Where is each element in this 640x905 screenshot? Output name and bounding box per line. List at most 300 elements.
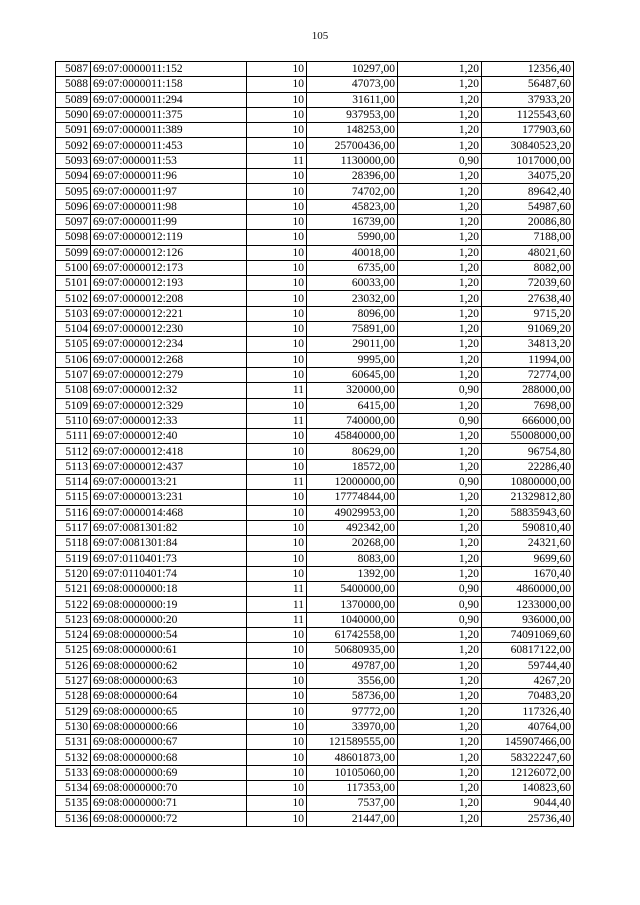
row-number-cell: 5124 [56, 627, 91, 642]
row-number-cell: 5097 [56, 214, 91, 229]
result-value-cell: 1670,40 [482, 566, 574, 581]
cadastral-number-cell: 69:07:0000011:294 [91, 92, 247, 107]
table-row [56, 719, 574, 734]
table-row [56, 429, 574, 444]
result-value-cell: 10800000,00 [482, 475, 574, 490]
row-number-cell: 5099 [56, 245, 91, 260]
table-row [56, 92, 574, 107]
group-code-cell: 10 [247, 92, 307, 107]
result-value-cell: 59744,40 [482, 658, 574, 673]
group-code-cell: 10 [247, 429, 307, 444]
result-value-cell: 54987,60 [482, 199, 574, 214]
coefficient-cell: 0,90 [398, 153, 482, 168]
group-code-cell: 10 [247, 77, 307, 92]
result-value-cell: 96754,80 [482, 444, 574, 459]
row-number-cell: 5087 [56, 62, 91, 77]
table-row [56, 214, 574, 229]
result-value-cell: 4267,20 [482, 673, 574, 688]
result-value-cell: 30840523,20 [482, 138, 574, 153]
coefficient-cell: 1,20 [398, 536, 482, 551]
row-number-cell: 5121 [56, 582, 91, 597]
row-number-cell: 5123 [56, 612, 91, 627]
table-row [56, 245, 574, 260]
group-code-cell: 11 [247, 383, 307, 398]
group-code-cell: 10 [247, 643, 307, 658]
row-number-cell: 5118 [56, 536, 91, 551]
coefficient-cell: 1,20 [398, 796, 482, 811]
coefficient-cell: 1,20 [398, 429, 482, 444]
coefficient-cell: 1,20 [398, 92, 482, 107]
group-code-cell: 11 [247, 597, 307, 612]
cadastral-number-cell: 69:07:0000012:40 [91, 429, 247, 444]
value-cell: 10105060,00 [307, 765, 398, 780]
table-row [56, 291, 574, 306]
coefficient-cell: 1,20 [398, 62, 482, 77]
group-code-cell: 10 [247, 306, 307, 321]
cadastral-number-cell: 69:07:0000012:119 [91, 230, 247, 245]
table-row [56, 811, 574, 826]
value-cell: 16739,00 [307, 214, 398, 229]
coefficient-cell: 1,20 [398, 107, 482, 122]
group-code-cell: 10 [247, 444, 307, 459]
result-value-cell: 936000,00 [482, 612, 574, 627]
table-row [56, 735, 574, 750]
result-value-cell: 27638,40 [482, 291, 574, 306]
value-cell: 1392,00 [307, 566, 398, 581]
cadastral-number-cell: 69:07:0000012:437 [91, 459, 247, 474]
group-code-cell: 10 [247, 169, 307, 184]
value-cell: 5400000,00 [307, 582, 398, 597]
coefficient-cell: 1,20 [398, 750, 482, 765]
coefficient-cell: 1,20 [398, 765, 482, 780]
coefficient-cell: 0,90 [398, 597, 482, 612]
cadastral-number-cell: 69:07:0000013:21 [91, 475, 247, 490]
cadastral-number-cell: 69:07:0000012:32 [91, 383, 247, 398]
table-row [56, 413, 574, 428]
value-cell: 1370000,00 [307, 597, 398, 612]
cadastral-number-cell: 69:08:0000000:66 [91, 719, 247, 734]
result-value-cell: 34075,20 [482, 169, 574, 184]
group-code-cell: 10 [247, 199, 307, 214]
row-number-cell: 5109 [56, 398, 91, 413]
row-number-cell: 5132 [56, 750, 91, 765]
cadastral-number-cell: 69:08:0000000:71 [91, 796, 247, 811]
table-row [56, 505, 574, 520]
table-row [56, 123, 574, 138]
result-value-cell: 177903,60 [482, 123, 574, 138]
coefficient-cell: 1,20 [398, 505, 482, 520]
value-cell: 74702,00 [307, 184, 398, 199]
cadastral-number-cell: 69:07:0000011:97 [91, 184, 247, 199]
value-cell: 45823,00 [307, 199, 398, 214]
result-value-cell: 21329812,80 [482, 490, 574, 505]
cadastral-number-cell: 69:08:0000000:54 [91, 627, 247, 642]
value-cell: 29011,00 [307, 337, 398, 352]
cadastral-number-cell: 69:07:0000011:453 [91, 138, 247, 153]
coefficient-cell: 1,20 [398, 689, 482, 704]
row-number-cell: 5125 [56, 643, 91, 658]
row-number-cell: 5131 [56, 735, 91, 750]
group-code-cell: 10 [247, 704, 307, 719]
row-number-cell: 5135 [56, 796, 91, 811]
coefficient-cell: 1,20 [398, 245, 482, 260]
table-row [56, 62, 574, 77]
value-cell: 58736,00 [307, 689, 398, 704]
value-cell: 80629,00 [307, 444, 398, 459]
group-code-cell: 10 [247, 138, 307, 153]
table-row [56, 138, 574, 153]
cadastral-number-cell: 69:07:0000012:126 [91, 245, 247, 260]
cadastral-number-cell: 69:07:0000011:53 [91, 153, 247, 168]
value-cell: 25700436,00 [307, 138, 398, 153]
result-value-cell: 60817122,00 [482, 643, 574, 658]
coefficient-cell: 1,20 [398, 169, 482, 184]
result-value-cell: 24321,60 [482, 536, 574, 551]
group-code-cell: 10 [247, 750, 307, 765]
cadastral-number-cell: 69:07:0000011:96 [91, 169, 247, 184]
coefficient-cell: 0,90 [398, 383, 482, 398]
cadastral-number-cell: 69:07:0000012:234 [91, 337, 247, 352]
table-row [56, 306, 574, 321]
table-row [56, 582, 574, 597]
value-cell: 20268,00 [307, 536, 398, 551]
coefficient-cell: 1,20 [398, 214, 482, 229]
table-row [56, 383, 574, 398]
value-cell: 6735,00 [307, 260, 398, 275]
value-cell: 6415,00 [307, 398, 398, 413]
row-number-cell: 5117 [56, 520, 91, 535]
group-code-cell: 10 [247, 260, 307, 275]
row-number-cell: 5120 [56, 566, 91, 581]
group-code-cell: 10 [247, 765, 307, 780]
coefficient-cell: 1,20 [398, 658, 482, 673]
value-cell: 97772,00 [307, 704, 398, 719]
cadastral-number-cell: 69:08:0000000:63 [91, 673, 247, 688]
group-code-cell: 10 [247, 459, 307, 474]
value-cell: 18572,00 [307, 459, 398, 474]
cadastral-number-cell: 69:08:0000000:70 [91, 780, 247, 795]
coefficient-cell: 1,20 [398, 444, 482, 459]
result-value-cell: 9715,20 [482, 306, 574, 321]
group-code-cell: 10 [247, 735, 307, 750]
row-number-cell: 5133 [56, 765, 91, 780]
result-value-cell: 22286,40 [482, 459, 574, 474]
coefficient-cell: 1,20 [398, 123, 482, 138]
row-number-cell: 5093 [56, 153, 91, 168]
row-number-cell: 5092 [56, 138, 91, 153]
cadastral-number-cell: 69:08:0000000:20 [91, 612, 247, 627]
value-cell: 320000,00 [307, 383, 398, 398]
coefficient-cell: 1,20 [398, 230, 482, 245]
value-cell: 28396,00 [307, 169, 398, 184]
row-number-cell: 5088 [56, 77, 91, 92]
cadastral-number-cell: 69:08:0000000:72 [91, 811, 247, 826]
table-row [56, 566, 574, 581]
result-value-cell: 8082,00 [482, 260, 574, 275]
coefficient-cell: 1,20 [398, 398, 482, 413]
result-value-cell: 58322247,60 [482, 750, 574, 765]
cadastral-number-cell: 69:08:0000000:64 [91, 689, 247, 704]
table-row [56, 475, 574, 490]
row-number-cell: 5104 [56, 322, 91, 337]
result-value-cell: 70483,20 [482, 689, 574, 704]
value-cell: 33970,00 [307, 719, 398, 734]
table-row [56, 520, 574, 535]
coefficient-cell: 0,90 [398, 582, 482, 597]
cadastral-number-cell: 69:07:0000013:231 [91, 490, 247, 505]
row-number-cell: 5107 [56, 367, 91, 382]
row-number-cell: 5130 [56, 719, 91, 734]
result-value-cell: 9699,60 [482, 551, 574, 566]
result-value-cell: 590810,40 [482, 520, 574, 535]
group-code-cell: 10 [247, 322, 307, 337]
table-row [56, 643, 574, 658]
group-code-cell: 10 [247, 245, 307, 260]
table-row [56, 322, 574, 337]
row-number-cell: 5122 [56, 597, 91, 612]
result-value-cell: 666000,00 [482, 413, 574, 428]
table-row [56, 673, 574, 688]
group-code-cell: 10 [247, 780, 307, 795]
coefficient-cell: 1,20 [398, 551, 482, 566]
result-value-cell: 9044,40 [482, 796, 574, 811]
row-number-cell: 5105 [56, 337, 91, 352]
coefficient-cell: 1,20 [398, 322, 482, 337]
coefficient-cell: 1,20 [398, 735, 482, 750]
result-value-cell: 20086,80 [482, 214, 574, 229]
coefficient-cell: 1,20 [398, 627, 482, 642]
coefficient-cell: 1,20 [398, 276, 482, 291]
row-number-cell: 5106 [56, 352, 91, 367]
cadastral-number-cell: 69:07:0000012:418 [91, 444, 247, 459]
group-code-cell: 10 [247, 62, 307, 77]
cadastral-number-cell: 69:07:0110401:74 [91, 566, 247, 581]
cadastral-number-cell: 69:07:0000011:152 [91, 62, 247, 77]
result-value-cell: 7698,00 [482, 398, 574, 413]
cadastral-number-cell: 69:07:0081301:82 [91, 520, 247, 535]
group-code-cell: 10 [247, 719, 307, 734]
group-code-cell: 10 [247, 367, 307, 382]
row-number-cell: 5128 [56, 689, 91, 704]
row-number-cell: 5134 [56, 780, 91, 795]
cadastral-number-cell: 69:07:0000012:279 [91, 367, 247, 382]
row-number-cell: 5129 [56, 704, 91, 719]
group-code-cell: 10 [247, 811, 307, 826]
result-value-cell: 56487,60 [482, 77, 574, 92]
value-cell: 49029953,00 [307, 505, 398, 520]
table-row [56, 230, 574, 245]
group-code-cell: 10 [247, 689, 307, 704]
table-row [56, 551, 574, 566]
coefficient-cell: 1,20 [398, 643, 482, 658]
value-cell: 492342,00 [307, 520, 398, 535]
result-value-cell: 34813,20 [482, 337, 574, 352]
group-code-cell: 10 [247, 398, 307, 413]
group-code-cell: 10 [247, 352, 307, 367]
row-number-cell: 5108 [56, 383, 91, 398]
value-cell: 148253,00 [307, 123, 398, 138]
table-row [56, 107, 574, 122]
value-cell: 21447,00 [307, 811, 398, 826]
value-cell: 12000000,00 [307, 475, 398, 490]
coefficient-cell: 1,20 [398, 566, 482, 581]
cadastral-number-cell: 69:07:0000012:208 [91, 291, 247, 306]
table-row [56, 765, 574, 780]
cadastral-number-cell: 69:07:0000012:221 [91, 306, 247, 321]
value-cell: 8083,00 [307, 551, 398, 566]
table-row [56, 612, 574, 627]
cadastral-number-cell: 69:07:0000011:158 [91, 77, 247, 92]
group-code-cell: 11 [247, 475, 307, 490]
table-row [56, 260, 574, 275]
table-row [56, 536, 574, 551]
group-code-cell: 10 [247, 520, 307, 535]
coefficient-cell: 1,20 [398, 520, 482, 535]
cadastral-number-cell: 69:07:0000012:33 [91, 413, 247, 428]
row-number-cell: 5089 [56, 92, 91, 107]
table-row [56, 199, 574, 214]
row-number-cell: 5103 [56, 306, 91, 321]
cadastral-number-cell: 69:08:0000000:61 [91, 643, 247, 658]
table-row [56, 77, 574, 92]
coefficient-cell: 1,20 [398, 306, 482, 321]
cadastral-number-cell: 69:08:0000000:65 [91, 704, 247, 719]
table-row [56, 337, 574, 352]
result-value-cell: 55008000,00 [482, 429, 574, 444]
row-number-cell: 5100 [56, 260, 91, 275]
row-number-cell: 5119 [56, 551, 91, 566]
result-value-cell: 140823,60 [482, 780, 574, 795]
result-value-cell: 12126072,00 [482, 765, 574, 780]
row-number-cell: 5111 [56, 429, 91, 444]
value-cell: 5990,00 [307, 230, 398, 245]
value-cell: 117353,00 [307, 780, 398, 795]
table-row [56, 780, 574, 795]
cadastral-number-cell: 69:07:0000012:230 [91, 322, 247, 337]
row-number-cell: 5091 [56, 123, 91, 138]
result-value-cell: 48021,60 [482, 245, 574, 260]
value-cell: 31611,00 [307, 92, 398, 107]
result-value-cell: 12356,40 [482, 62, 574, 77]
table-row [56, 153, 574, 168]
group-code-cell: 10 [247, 673, 307, 688]
value-cell: 17774844,00 [307, 490, 398, 505]
table-row [56, 627, 574, 642]
row-number-cell: 5115 [56, 490, 91, 505]
coefficient-cell: 1,20 [398, 337, 482, 352]
value-cell: 740000,00 [307, 413, 398, 428]
cadastral-number-cell: 69:07:0000012:173 [91, 260, 247, 275]
result-value-cell: 1125543,60 [482, 107, 574, 122]
value-cell: 7537,00 [307, 796, 398, 811]
row-number-cell: 5096 [56, 199, 91, 214]
row-number-cell: 5094 [56, 169, 91, 184]
group-code-cell: 10 [247, 505, 307, 520]
result-value-cell: 1017000,00 [482, 153, 574, 168]
row-number-cell: 5116 [56, 505, 91, 520]
group-code-cell: 10 [247, 566, 307, 581]
group-code-cell: 10 [247, 536, 307, 551]
result-value-cell: 1233000,00 [482, 597, 574, 612]
value-cell: 47073,00 [307, 77, 398, 92]
table-row [56, 352, 574, 367]
value-cell: 75891,00 [307, 322, 398, 337]
value-cell: 1040000,00 [307, 612, 398, 627]
coefficient-cell: 1,20 [398, 352, 482, 367]
row-number-cell: 5114 [56, 475, 91, 490]
coefficient-cell: 1,20 [398, 780, 482, 795]
coefficient-cell: 1,20 [398, 811, 482, 826]
coefficient-cell: 1,20 [398, 291, 482, 306]
table-row [56, 169, 574, 184]
page-number: 105 [311, 30, 329, 42]
result-value-cell: 72774,00 [482, 367, 574, 382]
cadastral-number-cell: 69:07:0000011:98 [91, 199, 247, 214]
cadastral-number-cell: 69:07:0000011:389 [91, 123, 247, 138]
result-value-cell: 25736,40 [482, 811, 574, 826]
result-value-cell: 145907466,00 [482, 735, 574, 750]
value-cell: 48601873,00 [307, 750, 398, 765]
cadastral-number-cell: 69:08:0000000:68 [91, 750, 247, 765]
group-code-cell: 10 [247, 123, 307, 138]
coefficient-cell: 1,20 [398, 199, 482, 214]
group-code-cell: 10 [247, 337, 307, 352]
result-value-cell: 91069,20 [482, 322, 574, 337]
value-cell: 937953,00 [307, 107, 398, 122]
value-cell: 45840000,00 [307, 429, 398, 444]
result-value-cell: 288000,00 [482, 383, 574, 398]
table-row [56, 750, 574, 765]
table-row [56, 689, 574, 704]
row-number-cell: 5090 [56, 107, 91, 122]
group-code-cell: 10 [247, 796, 307, 811]
cadastral-number-cell: 69:08:0000000:67 [91, 735, 247, 750]
group-code-cell: 11 [247, 153, 307, 168]
cadastral-number-cell: 69:07:0000012:329 [91, 398, 247, 413]
value-cell: 10297,00 [307, 62, 398, 77]
table-row [56, 597, 574, 612]
value-cell: 49787,00 [307, 658, 398, 673]
cadastral-number-cell: 69:08:0000000:62 [91, 658, 247, 673]
result-value-cell: 89642,40 [482, 184, 574, 199]
coefficient-cell: 0,90 [398, 475, 482, 490]
table-body [56, 62, 574, 827]
group-code-cell: 10 [247, 490, 307, 505]
table-row [56, 796, 574, 811]
group-code-cell: 11 [247, 612, 307, 627]
cadastral-number-cell: 69:07:0081301:84 [91, 536, 247, 551]
result-value-cell: 58835943,60 [482, 505, 574, 520]
value-cell: 8096,00 [307, 306, 398, 321]
value-cell: 60645,00 [307, 367, 398, 382]
group-code-cell: 10 [247, 276, 307, 291]
value-cell: 40018,00 [307, 245, 398, 260]
table-row [56, 444, 574, 459]
cadastral-number-cell: 69:07:0000011:375 [91, 107, 247, 122]
value-cell: 1130000,00 [307, 153, 398, 168]
table-row [56, 658, 574, 673]
coefficient-cell: 0,90 [398, 413, 482, 428]
cadastral-number-cell: 69:07:0110401:73 [91, 551, 247, 566]
value-cell: 121589555,00 [307, 735, 398, 750]
table-row [56, 704, 574, 719]
value-cell: 61742558,00 [307, 627, 398, 642]
coefficient-cell: 1,20 [398, 719, 482, 734]
cadastral-number-cell: 69:07:0000014:468 [91, 505, 247, 520]
group-code-cell: 10 [247, 291, 307, 306]
group-code-cell: 10 [247, 230, 307, 245]
cadastral-number-cell: 69:07:0000011:99 [91, 214, 247, 229]
